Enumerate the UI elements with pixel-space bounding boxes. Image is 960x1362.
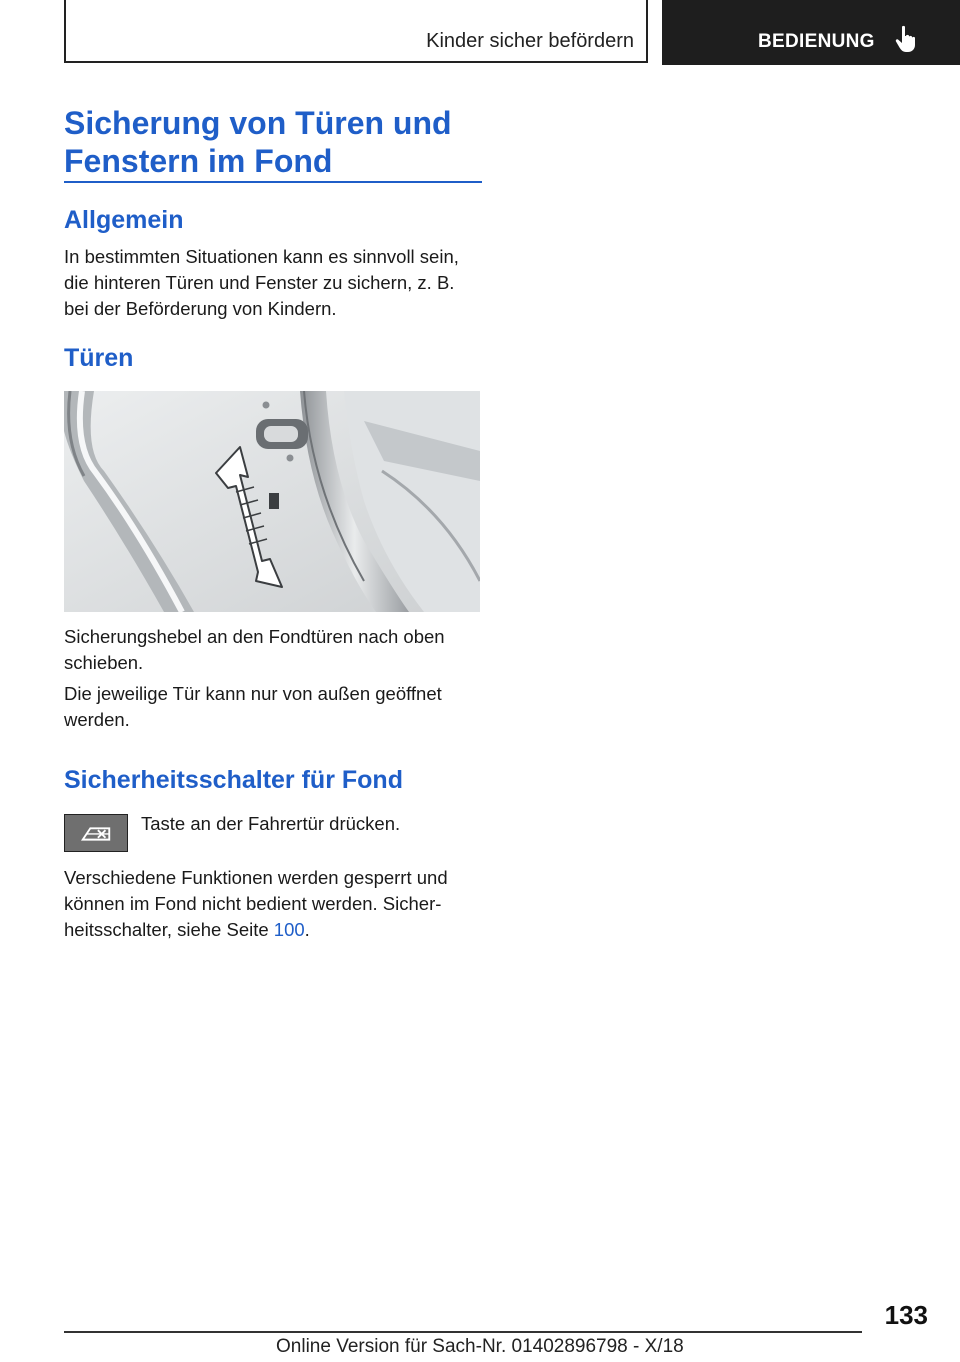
doors-step-1: Sicherungshebel an den Fondtüren nach oben schieben.: [64, 626, 445, 673]
safety-switch-instruction: Taste an der Fahrertür drücken.: [141, 813, 401, 834]
chapter-title: Kinder sicher befördern: [426, 30, 634, 52]
page-reference-link[interactable]: 100: [273, 919, 305, 940]
doors-step-2: Die jeweilige Tür kann nur von außen geöffnet werden.: [64, 683, 442, 730]
safety-switch-text-body: Verschiedene Funktionen werden gesperrt und können im Fond nicht bedient werden. Sicher-heitsschalter, siehe Seite: [64, 867, 448, 940]
header-chapter-box: [64, 0, 648, 63]
window-lock-button-icon: [64, 814, 128, 852]
door-lock-illustration: [64, 391, 480, 612]
title-underline: [64, 181, 482, 183]
footer-rule: [64, 1331, 862, 1333]
header-section-tab: [662, 0, 960, 65]
safety-switch-text: [64, 865, 484, 943]
pointing-hand-icon: [894, 25, 920, 53]
page-number: 133: [884, 1300, 928, 1330]
safety-switch-text-end: .: [304, 919, 310, 940]
heading-doors: Türen: [64, 344, 134, 372]
online-version-note: Online Version für Sach-Nr. 01402896798 - X/18: [276, 1336, 684, 1357]
section-label: BEDIENUNG: [758, 31, 875, 52]
page-title: Sicherung von Türen und Fenstern im Fond: [64, 105, 452, 179]
general-text: In bestimmten Situationen kann es sinnvoll sein, die hinteren Türen und Fenster zu sichern, z. B. bei der Beförderung von Kindern.: [64, 246, 459, 319]
heading-safety-switch: Sicherheitsschalter für Fond: [64, 766, 403, 794]
heading-general: Allgemein: [64, 206, 184, 234]
